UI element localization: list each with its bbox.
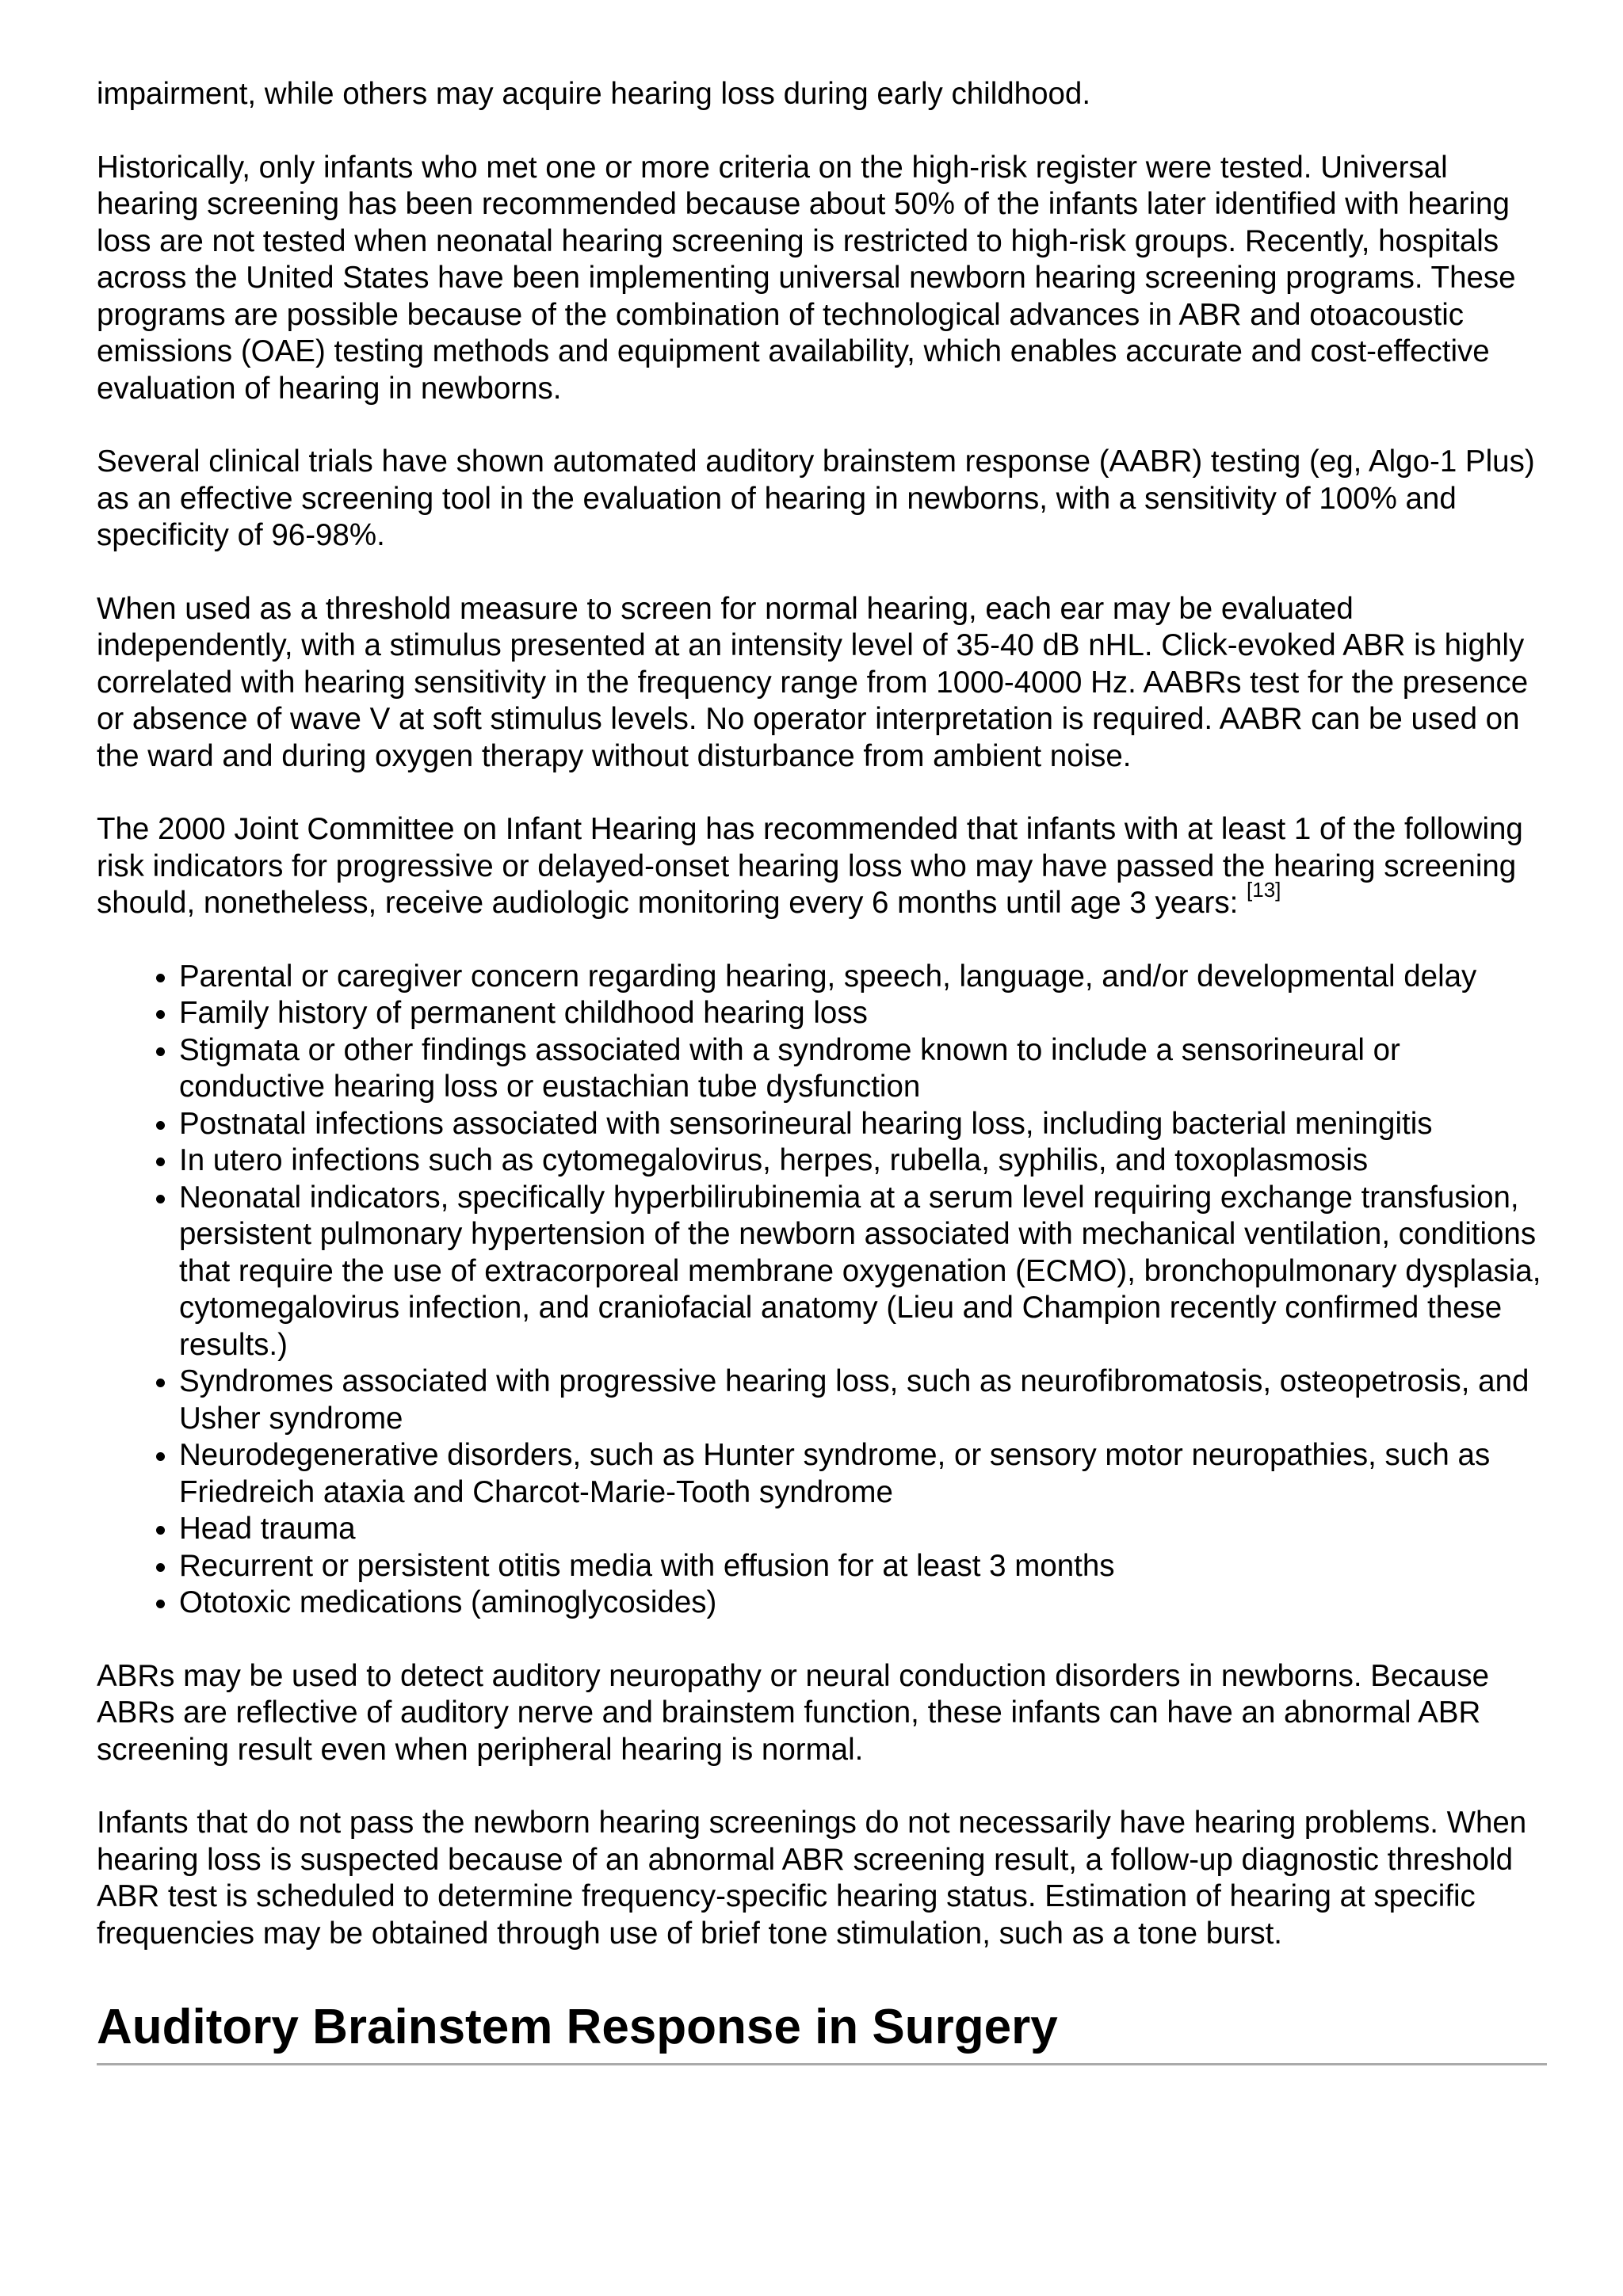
list-item: • Postnatal infections associated with sensorineural hearing loss, including bacterial meningitis [179, 1106, 1547, 1143]
paragraph-threshold-measure: When used as a threshold measure to screen for normal hearing, each ear may be evaluated independently, with a stimulus presented at an intensity level of 35-40 dB nHL. Click-evoked ABR is highly correlated with hearing sensitivity in the frequency range from 1000-4000 Hz. AABRs test for the presence or absence of wave V at soft stimulus levels. No operator interpretation is required. AABR can be used on the ward and during oxygen therapy without disturbance from ambient noise. [97, 591, 1529, 773]
list-item: • Syndromes associated with progressive hearing loss, such as neurofibromatosis, osteopetrosis, and Usher syndrome [179, 1363, 1547, 1437]
list-item: • In utero infections such as cytomegalovirus, herpes, rubella, syphilis, and toxoplasmosis [179, 1142, 1547, 1180]
paragraph-follow-up: Infants that do not pass the newborn hearing screenings do not necessarily have hearing problems. When hearing loss is suspected because of an abnormal ABR screening result, a follow-up diagnostic threshold ABR test is scheduled to determine frequency-specific hearing status. Estimation of hearing at specific frequencies may be obtained through use of brief tone stimulation, such as a tone burst. [97, 1806, 1527, 1951]
paragraph-intro-continuation: impairment, while others may acquire hearing loss during early childhood. [97, 77, 1091, 111]
list-item: • Neurodegenerative disorders, such as Hunter syndrome, or sensory motor neuropathies, such as Friedreich ataxia and Charcot-Marie-Tooth syndrome [179, 1437, 1547, 1511]
paragraph-joint-committee [97, 811, 1547, 922]
list-item: • Recurrent or persistent otitis media with effusion for at least 3 months [179, 1548, 1547, 1585]
joint-committee-text: The 2000 Joint Committee on Infant Hearing has recommended that infants with at least 1 of the following risk indicators for progressive or delayed-onset hearing loss who may have passed the hearing screening should, nonetheless, receive audiologic monitoring every 6 months until age 3 years: [97, 812, 1523, 920]
paragraph-auditory-neuropathy: ABRs may be used to detect auditory neuropathy or neural conduction disorders in newborns. Because ABRs are reflective of auditory nerve and brainstem function, these infants can have an abnormal ABR screening result even when peripheral hearing is normal. [97, 1658, 1490, 1767]
list-item: • Head trauma [179, 1511, 1547, 1548]
list-item: • Stigmata or other findings associated with a syndrome known to include a sensorineural or conductive hearing loss or eustachian tube dysfunction [179, 1032, 1547, 1106]
list-item: • Family history of permanent childhood hearing loss [179, 995, 1547, 1032]
list-item: • Ototoxic medications (aminoglycosides) [179, 1585, 1547, 1622]
list-item: • Parental or caregiver concern regarding hearing, speech, language, and/or developmental delay [179, 959, 1547, 996]
risk-indicator-list [97, 959, 1547, 1622]
paragraph-universal-screening: Historically, only infants who met one or more criteria on the high-risk register were tested. Universal hearing screening has been recommended because about 50% of the infants later identified with hearing loss are not tested when neonatal hearing screening is restricted to high-risk groups. Recently, hospitals across the United States have been implementing universal newborn hearing screening programs. These programs are possible because of the combination of technological advances in ABR and otoacoustic emissions (OAE) testing methods and equipment availability, which enables accurate and cost-effective evaluation of hearing in newborns. [97, 150, 1516, 406]
section-heading: Auditory Brainstem Response in Surgery [97, 1997, 1547, 2065]
article-body [97, 76, 1547, 2065]
reference-link-13[interactable]: [13] [1247, 878, 1281, 902]
list-item: • Neonatal indicators, specifically hyperbilirubinemia at a serum level requiring exchange transfusion, persistent pulmonary hypertension of the newborn associated with mechanical ventilation, conditions that require the use of extracorporeal membrane oxygenation (ECMO), bronchopulmonary dysplasia, cytomegalovirus infection, and craniofacial anatomy (Lieu and Champion recently confirmed these results.) [179, 1180, 1547, 1364]
paragraph-aabr-trials: Several clinical trials have shown automated auditory brainstem response (AABR) testing (eg, Algo-1 Plus) as an effective screening tool in the evaluation of hearing in newborns, with a sensitivity of 100% and specificity of 96-98%. [97, 444, 1535, 552]
